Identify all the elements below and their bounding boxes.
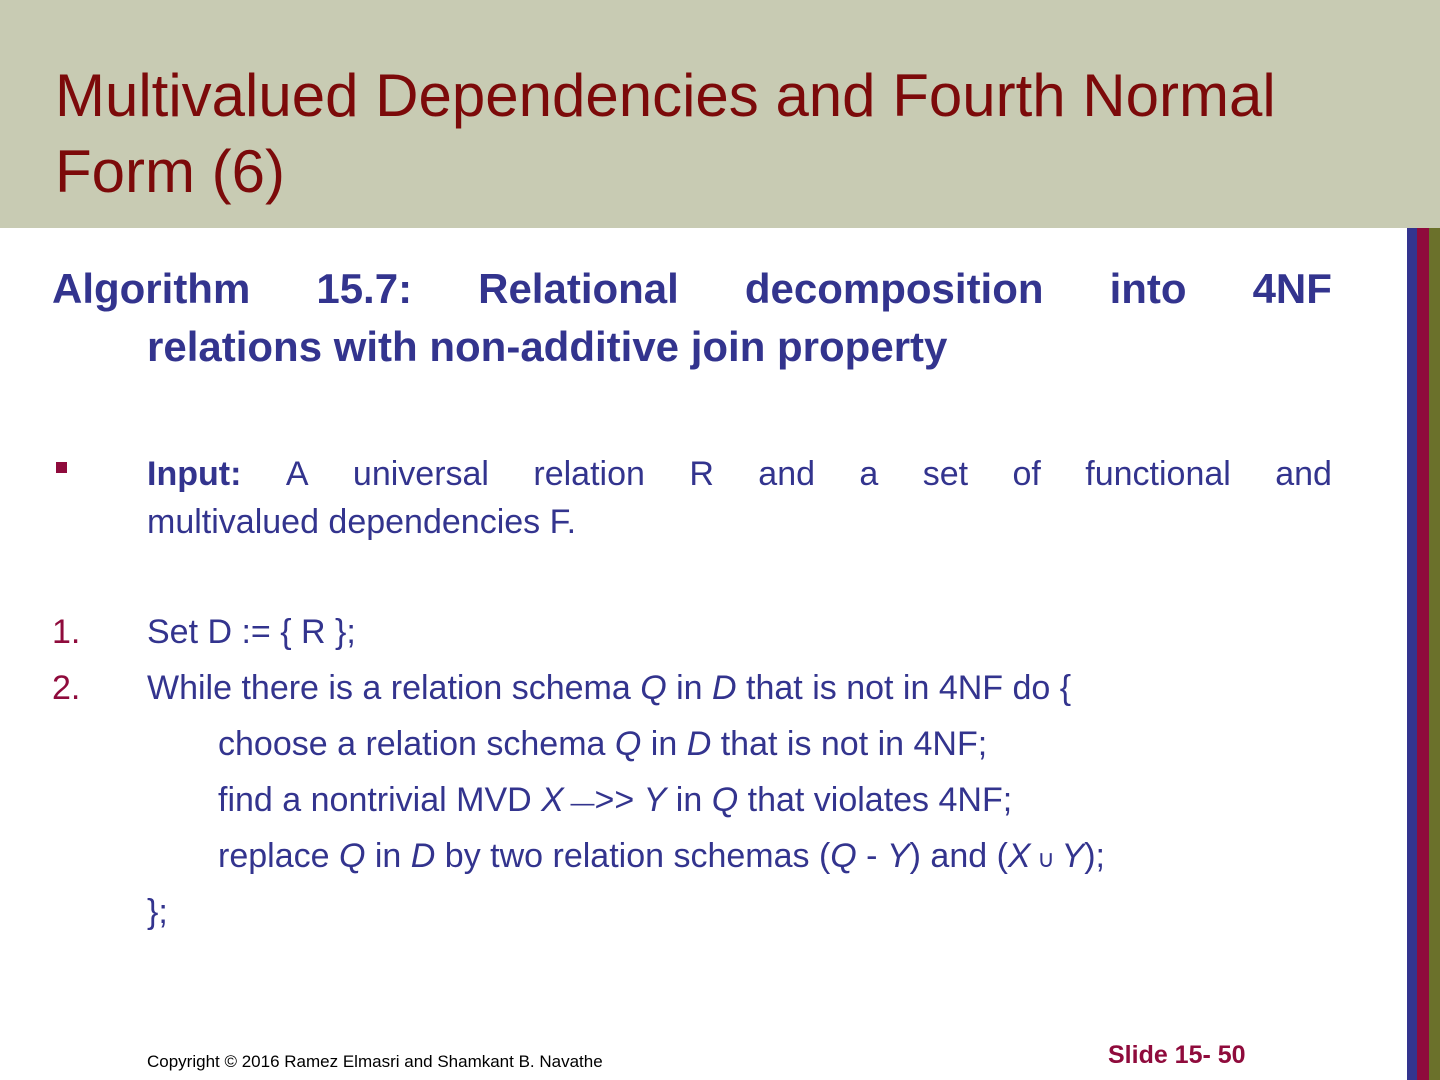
mvd-arrow-icon: — [563, 790, 595, 817]
input-line2: multivalued dependencies F. [147, 503, 577, 541]
input-word: of [1012, 455, 1041, 493]
union-icon: ∪ [1030, 846, 1062, 873]
loop-line-replace: replace Q in D by two relation schemas (Q - Y) and (X ∪ Y); [218, 837, 1105, 875]
input-word: and [758, 455, 816, 493]
slide-header [0, 0, 1440, 228]
loop-close: }; [147, 893, 168, 931]
input-word: A [285, 455, 309, 493]
step-text: While there is a relation schema Q in D that is not in 4NF do { [147, 669, 1072, 707]
step-text: Set D := { R }; [147, 613, 356, 651]
algo-word: Algorithm [52, 265, 251, 312]
step-number: 1. [52, 613, 81, 651]
input-word: functional [1085, 455, 1231, 493]
step-number: 2. [52, 669, 81, 707]
algo-word: Relational [478, 265, 679, 312]
input-line1 [147, 450, 1332, 498]
slide-title: Multivalued Dependencies and Fourth Normal Form (6) [55, 62, 1276, 205]
input-bullet [52, 450, 1332, 546]
input-label: Input: [147, 455, 242, 493]
decorative-stripe-red [1417, 228, 1429, 1080]
input-word: a [859, 455, 879, 493]
algorithm-heading-line2: relations with non-additive join property [147, 323, 948, 370]
algo-word: 4NF [1252, 265, 1332, 312]
decorative-stripe-blue [1407, 228, 1417, 1080]
input-word: and [1275, 455, 1332, 493]
algo-word: decomposition [744, 265, 1044, 312]
algo-word: into [1109, 265, 1187, 312]
input-word: universal [352, 455, 489, 493]
slide-number: Slide 15- 50 [1108, 1041, 1246, 1069]
decorative-stripe-olive [1429, 228, 1440, 1080]
input-word: R [689, 455, 714, 493]
algorithm-heading-line1 [52, 260, 1332, 318]
square-bullet-icon [56, 462, 67, 473]
copyright-text: Copyright © 2016 Ramez Elmasri and Shamkant B. Navathe [147, 1052, 603, 1071]
algorithm-heading [52, 260, 1332, 376]
loop-line-choose: choose a relation schema Q in D that is not in 4NF; [218, 725, 988, 763]
algo-word: 15.7: [316, 265, 413, 312]
input-word: relation [533, 455, 645, 493]
loop-line-find: find a nontrivial MVD X —>> Y in Q that violates 4NF; [218, 781, 1013, 819]
input-word: set [922, 455, 969, 493]
